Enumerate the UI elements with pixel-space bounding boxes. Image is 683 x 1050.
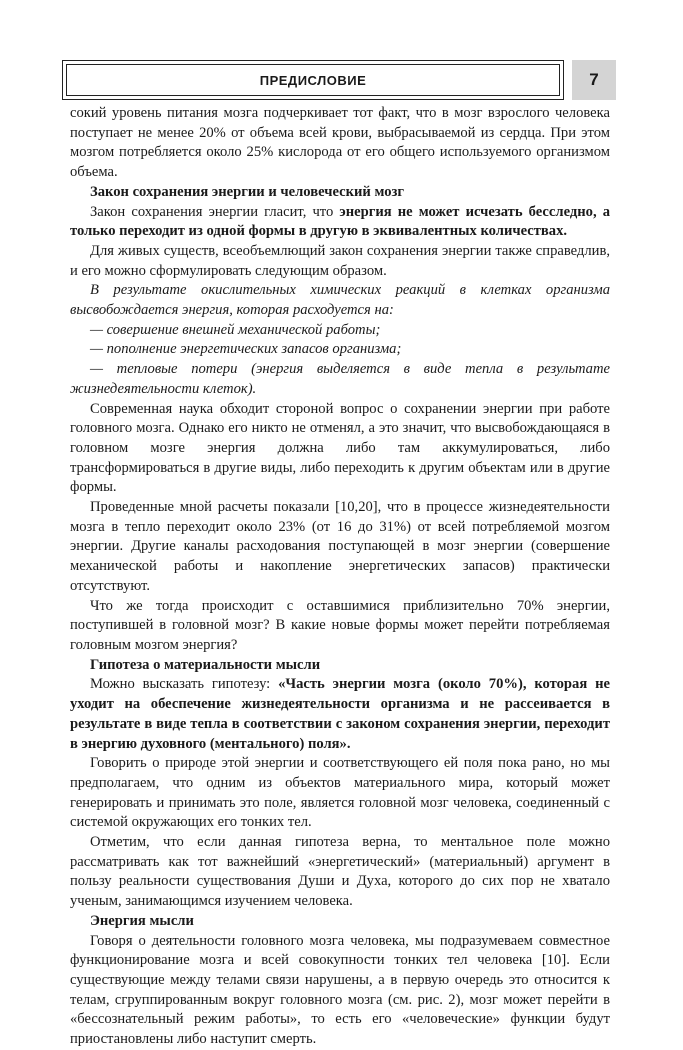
list-item: — совершение внешней механической работы; xyxy=(90,321,381,338)
bold-statement: энергия не может исчезать бесследно, а только переходит из одной формы в другую в эквивалентных количествах. xyxy=(70,203,610,240)
paragraph: Для живых существ, всеобъемлющий закон сохранения энергии также справедлив, и его можно сформулировать следующим образом. xyxy=(70,242,610,279)
bold-hypothesis: «Часть энергии мозга (около 70%), которая не уходит на обеспечение жизнедеятельности организма и не рассеивается в результате в виде тепла в соответствии с законом сохранения энергии, переходит в энергию духовного (ментального) поля». xyxy=(70,676,610,752)
header-title-box xyxy=(62,60,564,100)
paragraph: Говорить о природе этой энергии и соответствующего ей поля пока рано, но мы предполагаем, что одним из объектов материального мира, который может генерировать и принимать это поле, является головной мозг человека, соединенный с системой окружающих его тонких тел. xyxy=(70,755,610,831)
section-heading-energy-law: Закон сохранения энергии и человеческий мозг xyxy=(90,183,404,200)
list-item: — пополнение энергетических запасов организма; xyxy=(90,341,402,358)
section-heading-thought-energy: Энергия мысли xyxy=(90,912,194,929)
page-body xyxy=(70,104,610,1050)
list-item: — тепловые потери (энергия выделяется в виде тепла в результате жизнедеятельности клеток). xyxy=(70,361,610,397)
running-header xyxy=(62,60,616,100)
paragraph: Говоря о деятельности головного мозга человека, мы подразумеваем совместное функционирование мозга и всей совокупности тонких тел человека [10]. Если существующие между телами связи нарушены, а в первую очередь это относится к телам, сгруппированным вокруг головного мозга (см. рис. 2), мозг может перейти в «бессознательный режим работы», то есть его «человеческие» функции будут приостановлены либо наступит смерть. xyxy=(70,932,610,1048)
paragraph: сокий уровень питания мозга подчеркивает тот факт, что в мозг взрослого человека поступает не менее 20% от объема всей крови, выбрасываемой из сердца. При этом мозгом потребляется около 25% кислорода от его общего используемого организмом объема. xyxy=(70,105,610,181)
italic-paragraph: В результате окислительных химических реакций в клетках организма высвобождается энергия, которая расходуется на: xyxy=(70,282,610,319)
paragraph-text: Закон сохранения энергии гласит, что xyxy=(90,203,340,220)
paragraph xyxy=(70,675,610,754)
paragraph xyxy=(70,203,610,242)
section-title: ПРЕДИСЛОВИЕ xyxy=(259,72,367,88)
paragraph: Что же тогда происходит с оставшимися приблизительно 70% энергии, поступившей в головной мозг? В какие новые формы может перейти потребляемая головным мозгом энергия? xyxy=(70,597,610,653)
paragraph-text: Можно высказать гипотезу: xyxy=(90,676,279,693)
paragraph: Отметим, что если данная гипотеза верна, то ментальное поле можно рассматривать как тот важнейший «энергетический» (материальный) аргумент в пользу реальности существования Души и Духа, которого до сих пор не хватало ученым, занимающимся изучением человека. xyxy=(70,834,610,910)
page-number: 7 xyxy=(572,60,616,100)
paragraph: Современная наука обходит стороной вопрос о сохранении энергии при работе головного мозга. Однако его никто не отменял, а это значит, что высвобождающаяся в головном мозге энергия должна либо там аккумулироваться, либо трансформироваться в другие виды, либо переходить к другим объектам или в другие формы. xyxy=(70,400,610,496)
paragraph: Проведенные мной расчеты показали [10,20], что в процессе жизнедеятельности мозга в тепло переходит около 23% (от 16 до 31%) от всей потребляемой мозгом энергии. Другие каналы расходования поступающей в мозг энергии (совершение механической работы и накопление энергетических запасов) практически отсутствуют. xyxy=(70,499,610,594)
section-heading-hypothesis: Гипотеза о материальности мысли xyxy=(90,656,321,673)
